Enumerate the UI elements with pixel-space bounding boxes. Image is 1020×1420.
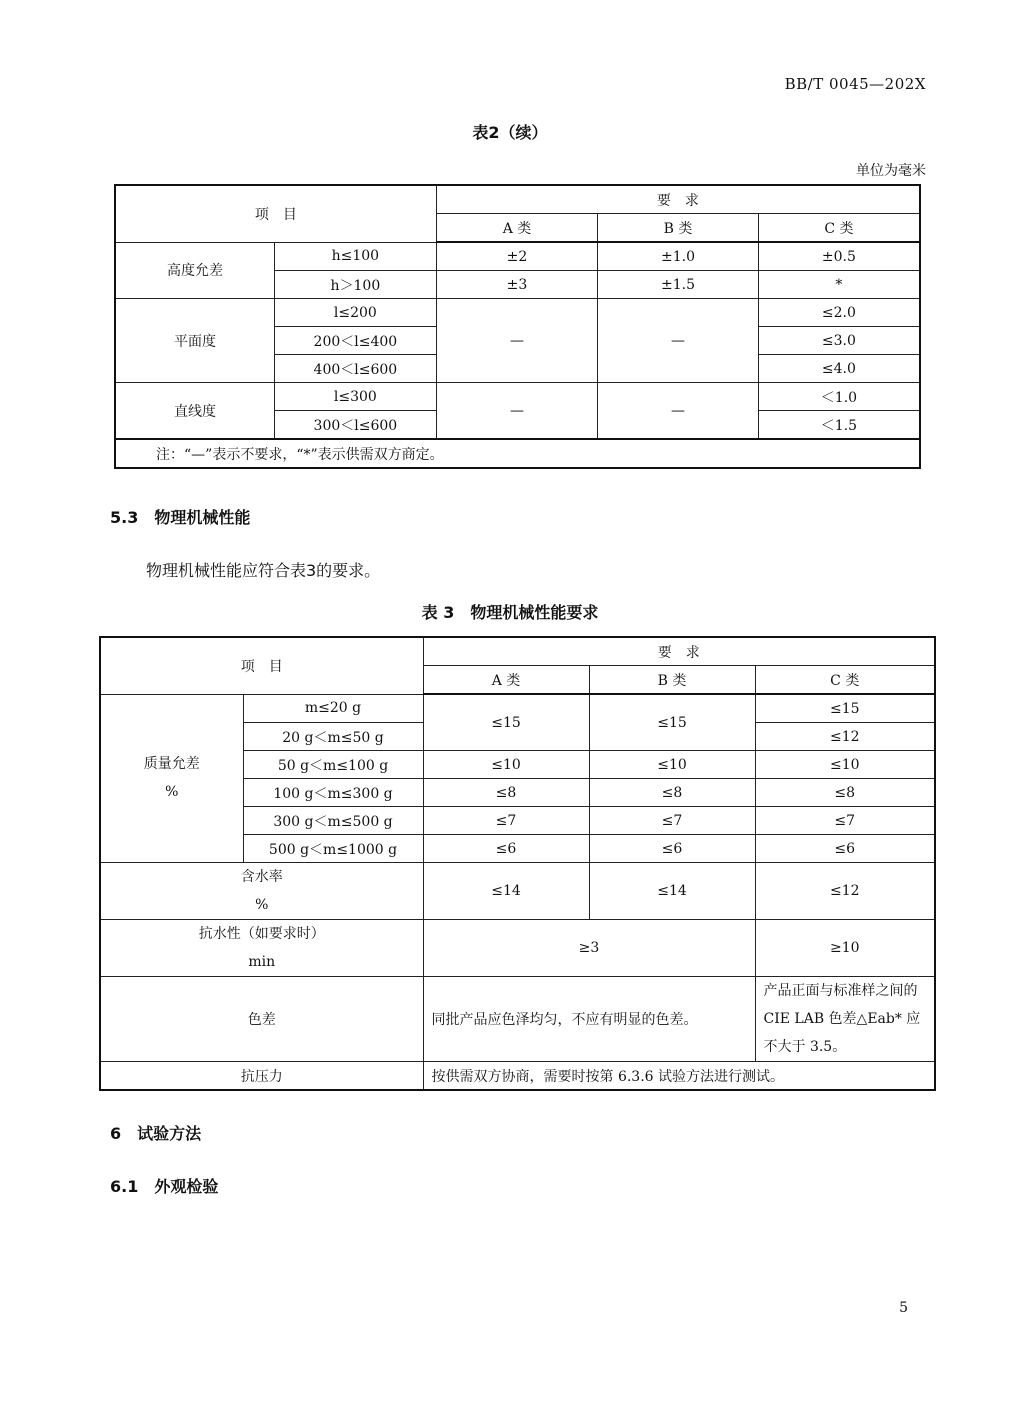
compressive-force-label: 抗压力 bbox=[100, 1062, 423, 1091]
water-content-unit: % bbox=[255, 897, 269, 913]
straightness-c-1: ＜1.0 bbox=[758, 383, 920, 411]
height-c-1: ±0.5 bbox=[758, 242, 920, 271]
straightness-b: — bbox=[598, 383, 759, 440]
water-resistance-label bbox=[100, 920, 423, 977]
compressive-force-value: 按供需双方协商，需要时按第 6.3.6 试验方法进行测试。 bbox=[423, 1062, 935, 1091]
mass-cond-3: 50 g＜m≤100 g bbox=[243, 751, 423, 779]
table2-header-b: B 类 bbox=[598, 214, 759, 243]
water-b: ≤14 bbox=[589, 863, 755, 920]
table3-header-a: A 类 bbox=[423, 666, 589, 695]
mass-cond-1: m≤20 g bbox=[243, 694, 423, 723]
table3-header-item: 项 目 bbox=[100, 637, 423, 694]
straightness-cond-1: l≤300 bbox=[275, 383, 437, 411]
table3 bbox=[99, 636, 936, 1091]
water-content-name: 含水率 bbox=[240, 869, 283, 885]
flatness-c-2: ≤3.0 bbox=[758, 327, 920, 355]
flatness-a: — bbox=[436, 299, 598, 383]
table3-title: 表 3 物理机械性能要求 bbox=[421, 603, 599, 622]
table2-title: 表2（续） bbox=[472, 123, 548, 142]
height-a-1: ±2 bbox=[436, 242, 598, 271]
page-number: 5 bbox=[899, 1300, 908, 1316]
water-resistance-ab: ≥3 bbox=[423, 920, 755, 977]
color-difference-ab: 同批产品应色泽均匀，不应有明显的色差。 bbox=[423, 977, 755, 1062]
mass-a-3: ≤10 bbox=[423, 751, 589, 779]
mass-a-5: ≤7 bbox=[423, 807, 589, 835]
mass-c-3: ≤10 bbox=[755, 751, 935, 779]
flatness-b: — bbox=[598, 299, 759, 383]
water-a: ≤14 bbox=[423, 863, 589, 920]
mass-c-4: ≤8 bbox=[755, 779, 935, 807]
table2-unit: 单位为毫米 bbox=[856, 163, 926, 179]
mass-b-3: ≤10 bbox=[589, 751, 755, 779]
mass-b-6: ≤6 bbox=[589, 835, 755, 863]
straightness-label: 直线度 bbox=[115, 383, 275, 440]
straightness-c-2: ＜1.5 bbox=[758, 411, 920, 440]
section-6-heading: 6 试验方法 bbox=[110, 1124, 202, 1143]
mass-b-1-2: ≤15 bbox=[589, 694, 755, 751]
mass-cond-5: 300 g＜m≤500 g bbox=[243, 807, 423, 835]
mass-cond-4: 100 g＜m≤300 g bbox=[243, 779, 423, 807]
section-6-1-heading: 6.1 外观检验 bbox=[110, 1177, 219, 1196]
height-tolerance-label: 高度允差 bbox=[115, 242, 275, 299]
height-a-2: ±3 bbox=[436, 271, 598, 299]
flatness-label: 平面度 bbox=[115, 299, 275, 383]
section-5-3-paragraph: 物理机械性能应符合表3的要求。 bbox=[146, 561, 381, 580]
flatness-c-3: ≤4.0 bbox=[758, 355, 920, 383]
document-code: BB/T 0045—202X bbox=[784, 75, 926, 93]
mass-tolerance-label bbox=[100, 694, 243, 863]
water-resistance-unit: min bbox=[248, 954, 276, 970]
table2-header-item: 项 目 bbox=[115, 185, 436, 242]
straightness-a: — bbox=[436, 383, 598, 440]
flatness-cond-3: 400＜l≤600 bbox=[275, 355, 437, 383]
mass-c-6: ≤6 bbox=[755, 835, 935, 863]
section-5-3-heading: 5.3 物理机械性能 bbox=[110, 508, 251, 527]
mass-c-1: ≤15 bbox=[755, 694, 935, 723]
height-b-2: ±1.5 bbox=[598, 271, 759, 299]
water-resistance-name: 抗水性（如要求时） bbox=[198, 926, 325, 942]
height-b-1: ±1.0 bbox=[598, 242, 759, 271]
table3-header-c: C 类 bbox=[755, 666, 935, 695]
flatness-cond-1: l≤200 bbox=[275, 299, 437, 327]
flatness-cond-2: 200＜l≤400 bbox=[275, 327, 437, 355]
mass-b-5: ≤7 bbox=[589, 807, 755, 835]
height-cond-2: h＞100 bbox=[275, 271, 437, 299]
table3-header-b: B 类 bbox=[589, 666, 755, 695]
mass-tolerance-name: 质量允差 bbox=[143, 756, 200, 773]
mass-a-1-2: ≤15 bbox=[423, 694, 589, 751]
water-c: ≤12 bbox=[755, 863, 935, 920]
table2-note: 注：“—”表示不要求，“*”表示供需双方商定。 bbox=[115, 439, 920, 468]
table2-header-req: 要 求 bbox=[436, 185, 920, 214]
height-c-2: * bbox=[758, 271, 920, 299]
mass-cond-2: 20 g＜m≤50 g bbox=[243, 723, 423, 751]
color-difference-c: 产品正面与标准样之间的 CIE LAB 色差△Eab* 应不大于 3.5。 bbox=[755, 977, 935, 1062]
color-difference-label: 色差 bbox=[100, 977, 423, 1062]
straightness-cond-2: 300＜l≤600 bbox=[275, 411, 437, 440]
table2 bbox=[114, 184, 921, 469]
water-content-label bbox=[100, 863, 423, 920]
table3-header-req: 要 求 bbox=[423, 637, 935, 666]
table2-header-a: A 类 bbox=[436, 214, 598, 243]
mass-a-6: ≤6 bbox=[423, 835, 589, 863]
mass-b-4: ≤8 bbox=[589, 779, 755, 807]
mass-a-4: ≤8 bbox=[423, 779, 589, 807]
mass-c-2: ≤12 bbox=[755, 723, 935, 751]
mass-tolerance-unit: % bbox=[165, 784, 179, 801]
water-resistance-c: ≥10 bbox=[755, 920, 935, 977]
mass-c-5: ≤7 bbox=[755, 807, 935, 835]
table2-header-c: C 类 bbox=[758, 214, 920, 243]
height-cond-1: h≤100 bbox=[275, 242, 437, 271]
mass-cond-6: 500 g＜m≤1000 g bbox=[243, 835, 423, 863]
flatness-c-1: ≤2.0 bbox=[758, 299, 920, 327]
